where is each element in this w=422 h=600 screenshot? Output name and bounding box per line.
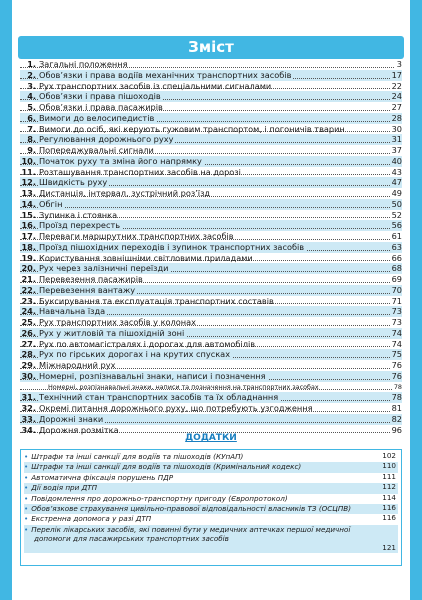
toc-entry[interactable] [20, 220, 402, 231]
toc-entry-title: Загальні положення [39, 59, 128, 69]
bullet-icon: • [24, 452, 29, 461]
toc-entry-number: 2. [27, 69, 36, 80]
toc-entry-title: Проїзд пішохідних переходів і зупинок транспортних засобів [39, 241, 305, 252]
toc-entry-title: Вимоги до велосипедистів [39, 112, 155, 123]
appendix-title: ДОДАТКИ [185, 433, 237, 443]
toc-entry-page: 63 [391, 241, 402, 252]
toc-entry-number: 12. [21, 177, 36, 188]
toc-entry-page: 66 [391, 252, 402, 263]
toc-entry-title: Вимоги до осіб, які керують гужовим транспортом, і погоничів тварин [39, 123, 345, 134]
toc-entry-title: Швидкість руху [39, 177, 108, 188]
toc-entry-number: 23. [21, 295, 36, 306]
appendix-entry-title [24, 473, 173, 482]
toc-entry-page: 76 [391, 370, 402, 381]
toc-entry-title: Номерні, розпізнавальні знаки, написи і позначення [39, 370, 266, 381]
toc-entry-number: 27. [21, 338, 36, 349]
table-of-contents [20, 59, 402, 435]
appendix-entry-page: 112 [382, 483, 396, 492]
appendix-entry-title [24, 494, 288, 503]
toc-entry[interactable] [20, 306, 402, 317]
appendix-entry-text: Дії водія при ДТП [31, 483, 97, 493]
toc-entry[interactable] [20, 59, 402, 70]
appendix-box [20, 449, 402, 566]
appendix-entry-title [24, 452, 243, 461]
toc-entry-page: 30 [391, 123, 402, 134]
toc-entry-number: 32. [21, 403, 36, 413]
toc-entry-number: 20. [21, 263, 36, 274]
appendix-entry-page: 102 [382, 452, 396, 460]
toc-entry-number: 30. [21, 370, 36, 381]
toc-entry[interactable] [20, 124, 402, 135]
toc-entry-page: 73 [391, 306, 402, 317]
toc-entry[interactable] [20, 328, 402, 339]
toc-entry-page: 61 [391, 231, 402, 241]
bullet-icon: • [24, 503, 29, 513]
appendix-entry-page: 116 [382, 503, 396, 512]
toc-entry-number: 3. [27, 80, 36, 91]
toc-entry-number: 15. [21, 209, 36, 220]
toc-entry[interactable] [20, 102, 402, 113]
toc-entry-title: Рух у житловій та пішохідній зоні [39, 327, 185, 338]
appendix-entry-title [24, 514, 151, 523]
toc-entry-number: 11. [21, 166, 36, 177]
appendix-entry[interactable] [24, 452, 398, 462]
toc-entry-number: 34. [21, 424, 36, 435]
toc-entry-page: 52 [391, 209, 402, 220]
toc-entry-number: 31. [21, 392, 36, 403]
toc-entry-page: 68 [391, 263, 402, 274]
toc-entry-number: 6. [27, 112, 36, 123]
toc-entry-title: Дорожня розмітка [39, 424, 119, 435]
toc-entry-number: 21. [21, 274, 36, 284]
toc-entry-title: Проїзд перехресть [39, 220, 121, 231]
toc-entry-page: 78 [393, 382, 402, 391]
toc-entry-page: 70 [391, 284, 402, 295]
appendix-entry-text: Перелік лікарських засобів, які повинні бути у медичних аптечках першої медичної допомоги для пасажирських транспортних засобів [31, 524, 351, 543]
appendix-list [21, 450, 401, 553]
toc-entry-title: Рух по гірських дорогах і на крутих спусках [39, 349, 231, 360]
toc-entry-page: 22 [391, 80, 402, 91]
appendix-entry[interactable] [24, 514, 398, 524]
toc-entry[interactable] [20, 134, 402, 145]
toc-entry-number: 10. [21, 155, 36, 166]
toc-entry-page: 76 [391, 360, 402, 370]
right-border-strip [410, 0, 422, 600]
toc-entry-page: 47 [391, 177, 402, 188]
toc-entry-number: 7. [27, 123, 36, 134]
toc-entry-title: Рух по автомагістралях і дорогах для автомобілів [39, 338, 256, 349]
toc-entry-title: Користування зовнішніми світловими приладами [39, 252, 253, 263]
toc-entry-page: 3 [396, 59, 402, 69]
appendix-entry-title [24, 525, 398, 543]
toc-entry[interactable] [20, 263, 402, 274]
toc-entry[interactable] [20, 317, 402, 328]
toc-entry-title: Навчальна їзда [39, 306, 106, 317]
appendix-entry-page: 111 [382, 472, 396, 481]
toc-entry-page: 17 [391, 69, 402, 80]
toc-entry-page: 31 [391, 134, 402, 145]
appendix-entry-page: 121 [382, 542, 396, 552]
toc-entry-page: 73 [391, 317, 402, 327]
toc-entry-page: 24 [391, 91, 402, 102]
toc-entry-title: Рух через залізничні переїзди [39, 263, 169, 274]
toc-entry-number: 1. [27, 59, 36, 69]
toc-entry-page: 49 [391, 188, 402, 198]
toc-entry[interactable] [20, 360, 402, 371]
toc-entry-number: 29. [21, 360, 36, 370]
toc-entry-page: 82 [391, 413, 402, 424]
bullet-icon: • [24, 514, 29, 524]
toc-entry-page: 74 [391, 327, 402, 338]
appendix-entry[interactable] [24, 494, 398, 504]
toc-entry-number: 24. [21, 306, 36, 317]
appendix-entry-title [24, 483, 97, 492]
appendix-entry-title [24, 504, 351, 513]
toc-entry[interactable] [20, 177, 402, 188]
appendix-entry-page: 114 [382, 493, 396, 502]
toc-entry[interactable] [20, 382, 402, 393]
toc-entry-title: Початок руху та зміна його напрямку [39, 155, 202, 166]
appendix-entry-text: Штрафи та інші санкції для водіїв та пішоходів (Кримінальний кодекс) [31, 462, 302, 472]
toc-entry-title: Міжнародний рух [39, 360, 116, 370]
toc-entry-title: Обгін [39, 198, 63, 209]
toc-entry-page: 43 [391, 166, 402, 177]
toc-entry-title: Технічний стан транспортних засобів та їх обладнання [39, 392, 279, 403]
appendix-entry-text: Автоматична фіксація порушень ПДР [31, 472, 174, 482]
toc-entry[interactable] [20, 91, 402, 102]
toc-entry-page: 27 [391, 102, 402, 112]
bullet-icon: • [24, 493, 29, 503]
toc-entry-number: 8. [27, 134, 36, 145]
toc-entry-page: 69 [391, 274, 402, 284]
toc-entry[interactable] [20, 296, 402, 307]
toc-entry[interactable] [20, 242, 402, 253]
toc-entry-page: 50 [391, 198, 402, 209]
bullet-icon: • [24, 483, 29, 493]
toc-entry-page: 37 [391, 145, 402, 155]
toc-entry-title: Перевезення пасажирів [39, 274, 143, 284]
toc-entry-page: 40 [391, 155, 402, 166]
toc-entry-title: Дистанція, інтервал, зустрічний роз’їзд [39, 188, 211, 198]
appendix-entry[interactable] [24, 473, 398, 483]
toc-entry-number: 13. [21, 188, 36, 198]
bullet-icon: • [24, 472, 29, 482]
appendix-entry-text: Штрафи та інші санкції для водіїв та пішоходів (КУпАП) [31, 452, 244, 461]
appendix-entry[interactable] [24, 483, 398, 493]
toc-entry-page: 28 [391, 112, 402, 123]
toc-entry[interactable] [20, 274, 402, 285]
toc-entry-number: 14. [21, 198, 36, 209]
toc-entry-number: 5. [27, 102, 36, 112]
toc-entry-title: Попереджувальні сигнали [39, 145, 154, 155]
appendix-entry-text: Обов’язкове страхування цивільно-правової відповідальності власників ТЗ (ОСЦПВ) [31, 503, 352, 513]
toc-entry[interactable] [20, 188, 402, 199]
toc-entry[interactable] [20, 253, 402, 264]
toc-entry[interactable] [20, 371, 402, 382]
leader-dots [20, 207, 402, 208]
toc-entry-number: 25. [21, 317, 36, 327]
toc-entry-title: Перевезення вантажу [39, 284, 136, 295]
toc-entry[interactable] [20, 231, 402, 242]
toc-entry-page: 96 [391, 424, 402, 435]
toc-entry-number: 9. [27, 145, 36, 155]
toc-entry-number: 33. [21, 413, 36, 424]
toc-entry[interactable] [20, 339, 402, 350]
toc-entry[interactable] [20, 403, 402, 414]
toc-entry[interactable] [20, 392, 402, 403]
appendix-entry[interactable] [24, 525, 398, 553]
toc-entry-page: 75 [391, 349, 402, 360]
toc-entry-number: 18. [21, 241, 36, 252]
toc-entry[interactable] [20, 70, 402, 81]
bullet-icon: • [24, 462, 29, 472]
toc-entry-number: 19. [21, 252, 36, 263]
toc-entry-page: 71 [391, 295, 402, 306]
toc-entry[interactable] [20, 210, 402, 221]
toc-entry-title: Обов’язки і права пішоходів [39, 91, 161, 102]
toc-entry-number: 22. [21, 284, 36, 295]
toc-entry-number: 28. [21, 349, 36, 360]
toc-entry-number: 16. [21, 220, 36, 231]
appendix-entry-page: 110 [382, 462, 396, 471]
toc-entry-title: Буксирування та експлуатація транспортних составів [39, 295, 274, 306]
toc-entry[interactable] [20, 156, 402, 167]
toc-entry-page: 78 [391, 392, 402, 403]
appendix-entry-title [24, 462, 301, 471]
appendix-entry-page: 116 [382, 514, 396, 523]
toc-entry[interactable] [20, 414, 402, 425]
toc-entry-title: Переваги маршрутних транспортних засобів [39, 231, 234, 241]
toc-entry-title: Регулювання дорожнього руху [39, 134, 174, 145]
toc-entry-title: Розташування транспортних засобів на дорозі [39, 166, 241, 177]
toc-entry-title: Обов’язки і права водіїв механічних транспортних засобів [39, 69, 292, 80]
appendix-entry-text: Повідомлення про дорожньо-транспортну пригоду (Європротокол) [31, 493, 288, 503]
appendix-entry[interactable] [24, 462, 398, 472]
toc-entry-title: Обов’язки і права пасажирів [39, 102, 163, 112]
toc-entry-title: Номерні, розпізнавальні знаки, написи та позначення на транспортних засобах [48, 382, 319, 391]
toc-entry-page: 81 [391, 403, 402, 413]
toc-entry-number: 26. [21, 327, 36, 338]
toc-entry-page: 74 [391, 338, 402, 349]
toc-entry[interactable] [20, 113, 402, 124]
toc-entry-number: 17. [21, 231, 36, 241]
toc-entry-number: 4. [27, 91, 36, 102]
toc-entry[interactable] [20, 349, 402, 360]
appendix-entry-text: Екстренна допомога у разі ДТП [31, 514, 152, 524]
toc-entry-title: Рух транспортних засобів із спеціальними сигналами [39, 80, 272, 91]
toc-entry-title: Дорожні знаки [39, 413, 104, 424]
left-border-strip [0, 0, 12, 600]
toc-entry[interactable] [20, 167, 402, 178]
bullet-icon: • [24, 524, 29, 534]
appendix-entry[interactable] [24, 504, 398, 514]
toc-entry[interactable] [20, 199, 402, 210]
page-title: Зміст [18, 36, 404, 59]
toc-entry-page: 56 [391, 220, 402, 231]
toc-entry[interactable] [20, 145, 402, 156]
toc-entry-title: Рух транспортних засобів у колонах [39, 317, 197, 327]
toc-entry[interactable] [20, 285, 402, 296]
toc-entry[interactable] [20, 81, 402, 92]
toc-entry-title: Окремі питання дорожнього руху, що потребують узгодження [39, 403, 313, 413]
toc-entry-title: Зупинка і стоянка [39, 209, 118, 220]
